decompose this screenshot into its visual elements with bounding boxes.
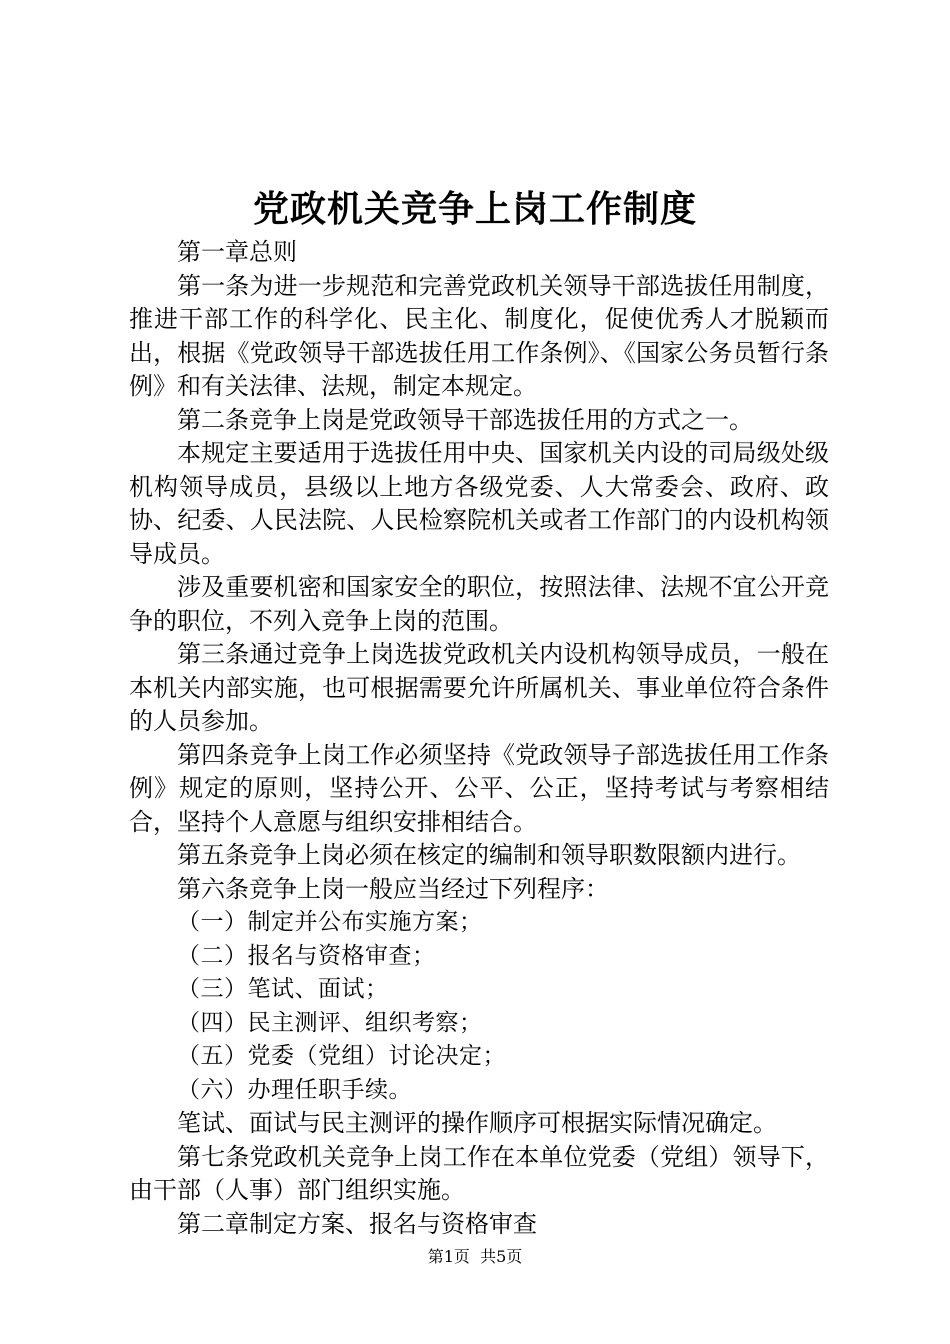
procedure-item: （三）笔试、面试； xyxy=(177,976,389,1002)
procedure-item: （一）制定并公布实施方案； xyxy=(177,909,483,935)
page-number: 第1页 xyxy=(427,1247,470,1266)
procedure-item: （六）办理任职手续。 xyxy=(177,1076,412,1103)
document-body xyxy=(129,236,829,1241)
article-paragraph: 第二条竞争上岗是党政领导干部选拔任用的方式之一。 xyxy=(177,405,753,434)
procedure-item: （四）民主测评、组织考察； xyxy=(177,1009,483,1036)
article-paragraph: 第三条通过竞争上岗选拔党政机关内设机构领导成员，一般在本机关内部实施，也可根据需要允许所属机关、事业单位符合条件的人员参加。 xyxy=(129,640,829,735)
procedure-item: （二）报名与资格审查； xyxy=(177,942,436,969)
page-footer xyxy=(0,1246,950,1268)
document-title: 党政机关竞争上岗工作制度 xyxy=(252,188,697,230)
article-paragraph: 涉及重要机密和国家安全的职位，按照法律、法规不宜公开竞争的职位，不列入竞争上岗的范围。 xyxy=(129,573,829,635)
chapter-heading: 第一章总则 xyxy=(177,238,297,266)
article-paragraph: 第七条党政机关竞争上岗工作在本单位党委（党组）领导下，由干部（人事）部门组织实施。 xyxy=(129,1142,829,1204)
procedure-list xyxy=(129,906,829,1107)
page-total: 共5页 xyxy=(480,1247,523,1266)
article-paragraph: 笔试、面试与民主测评的操作顺序可根据实际情况确定。 xyxy=(177,1109,777,1137)
article-paragraph: 第五条竞争上岗必须在核定的编制和领导职数限额内进行。 xyxy=(177,841,801,869)
procedure-item: （五）党委（党组）讨论决定； xyxy=(177,1043,506,1069)
article-paragraph: 第四条竞争上岗工作必须坚持《党政领导子部选拔任用工作条例》规定的原则，坚持公开、公平、公正，坚持考试与考察相结合，坚持个人意愿与组织安排相结合。 xyxy=(129,740,829,836)
article-paragraph: 第一条为进一步规范和完善党政机关领导干部选拔任用制度，推进干部工作的科学化、民主化、制度化，促使优秀人才脱颖而出，根据《党政领导干部选拔任用工作条例》、《国家公务员暂行条例》和有关法律、法规，制定本规定。 xyxy=(129,271,829,400)
article-paragraph: 第六条竞争上岗一般应当经过下列程序： xyxy=(177,874,609,903)
chapter-heading: 第二章制定方案、报名与资格审查 xyxy=(177,1209,537,1238)
article-paragraph: 本规定主要适用于选拔任用中央、国家机关内设的司局级处级机构领导成员，县级以上地方各级党委、人大常委会、政府、政协、纪委、人民法院、人民检察院机关或者工作部门的内设机构领导成员。 xyxy=(129,439,829,568)
